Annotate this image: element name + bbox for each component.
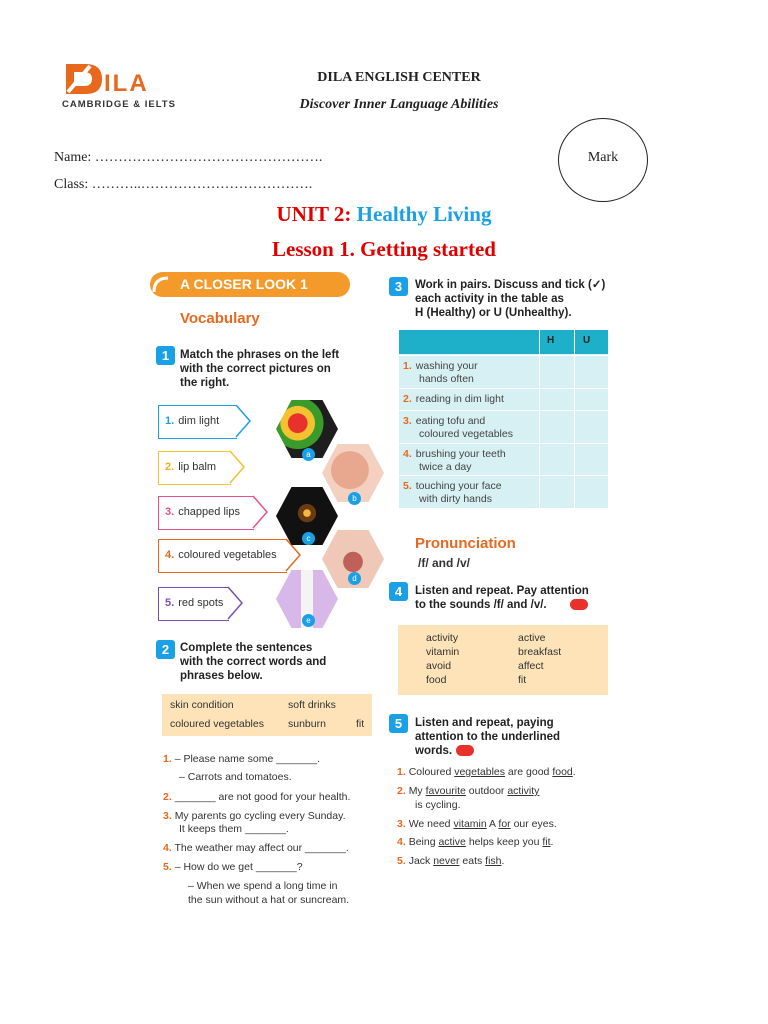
mark-label: Mark [587, 150, 619, 165]
exercise-4-instruction: Listen and repeat. Pay attention to the sounds /f/ and /v/. [415, 585, 589, 611]
pron-word: vitamin [426, 646, 460, 658]
exercise-5-instruction: Listen and repeat, paying attention to the underlined words. [415, 717, 561, 757]
health-table [399, 330, 608, 508]
name-field: Name: …………………………………………. [54, 150, 323, 165]
sentence: – When we spend a long time in [188, 880, 338, 892]
sentence: – Carrots and tomatoes. [179, 771, 292, 783]
pronunciation-heading: Pronunciation [415, 535, 516, 552]
sentence: the sun without a hat or suncream. [188, 894, 350, 906]
underlined-sentence: 3. We need vitamin A for our eyes. [397, 818, 557, 830]
sentence: 1. – Please name some _______. [163, 753, 321, 765]
column-h: H [547, 335, 555, 346]
audio-track-icon[interactable] [570, 599, 588, 610]
word-box [162, 694, 372, 736]
exercise-1-number: 1 [156, 346, 175, 365]
pron-word: breakfast [518, 646, 562, 658]
word-option: skin condition [170, 699, 234, 711]
picture-label-c: c [302, 532, 315, 545]
center-name: DILA ENGLISH CENTER [317, 70, 481, 85]
exercise-3-instruction: Work in pairs. Discuss and tick (✓) each activity in the table as H (Healthy) or U (Unhealthy). [415, 279, 606, 319]
phrase-tag-3: 3. chapped lips [158, 496, 254, 530]
slogan: Discover Inner Language Abilities [299, 97, 499, 112]
pronunciation-word-box [398, 625, 608, 695]
audio-track-icon[interactable] [456, 745, 474, 756]
underlined-sentence: 1. Coloured vegetables are good food. [397, 766, 576, 778]
table-row: 3. eating tofu and coloured vegetables [399, 410, 608, 444]
word-option: fit [356, 718, 365, 730]
logo-subtitle: CAMBRIDGE & IELTS [62, 99, 176, 110]
sentence: 5. – How do we get _______? [163, 861, 303, 873]
table-row: 2. reading in dim light [399, 388, 608, 411]
table-row: 5. touching your face with dirty hands [399, 475, 608, 509]
underlined-sentence: is cycling. [415, 799, 461, 811]
picture-label-a: a [302, 448, 315, 461]
picture-label-d: d [348, 572, 361, 585]
underlined-sentence: 2. My favourite outdoor activity [397, 785, 540, 797]
table-header [399, 330, 608, 354]
exercise-4-number: 4 [389, 582, 408, 601]
underlined-sentence: 4. Being active helps keep you fit. [397, 836, 554, 848]
picture-label-b: b [348, 492, 361, 505]
pronunciation-sounds: /f/ and /v/ [418, 556, 471, 570]
pron-word: fit [518, 674, 527, 686]
sentence: 3. My parents go cycling every Sunday. [163, 810, 346, 822]
phrase-tag-5: 5. red spots [158, 587, 229, 621]
class-field: Class: ………..………………………………. [54, 177, 313, 192]
sentence: 4. The weather may affect our _______. [163, 842, 349, 854]
exercise-2-instruction: Complete the sentences with the correct words and phrases below. [180, 642, 327, 682]
lesson-title: Lesson 1. Getting started [272, 237, 496, 261]
word-option: sunburn [288, 718, 326, 730]
pron-word: active [518, 632, 546, 644]
unit-title [0, 202, 768, 227]
exercise-5-number: 5 [389, 714, 408, 733]
logo-text: ILA [104, 70, 149, 97]
sentence: It keeps them _______. [179, 823, 289, 835]
table-row: 4. brushing your teeth twice a day [399, 443, 608, 476]
column-u: U [583, 335, 591, 346]
picture-label-e: e [302, 614, 315, 627]
table-row: 1. washing your hands often [399, 355, 608, 389]
word-option: coloured vegetables [170, 718, 264, 730]
sentence: 2. _______ are not good for your health. [163, 791, 351, 803]
pron-word: activity [426, 632, 459, 644]
phrase-tag-1: 1. dim light [158, 405, 237, 439]
banner-hook-icon [150, 272, 174, 297]
pron-word: affect [518, 660, 544, 672]
pron-word: food [426, 674, 447, 686]
phrase-tag-4: 4. coloured vegetables [158, 539, 287, 573]
underlined-sentence: 5. Jack never eats fish. [397, 855, 505, 867]
word-option: soft drinks [288, 699, 336, 711]
banner-title: A CLOSER LOOK 1 [180, 276, 308, 292]
unit-prefix: UNIT 2: [276, 202, 352, 226]
vocabulary-heading: Vocabulary [180, 310, 260, 327]
exercise-2-number: 2 [156, 640, 175, 659]
unit-name: Healthy Living [356, 202, 492, 226]
exercise-1-instruction: Match the phrases on the left with the correct pictures on the right. [180, 349, 340, 389]
exercise-3-number: 3 [389, 277, 408, 296]
pron-word: avoid [426, 660, 452, 672]
phrase-tag-2: 2. lip balm [158, 451, 231, 485]
